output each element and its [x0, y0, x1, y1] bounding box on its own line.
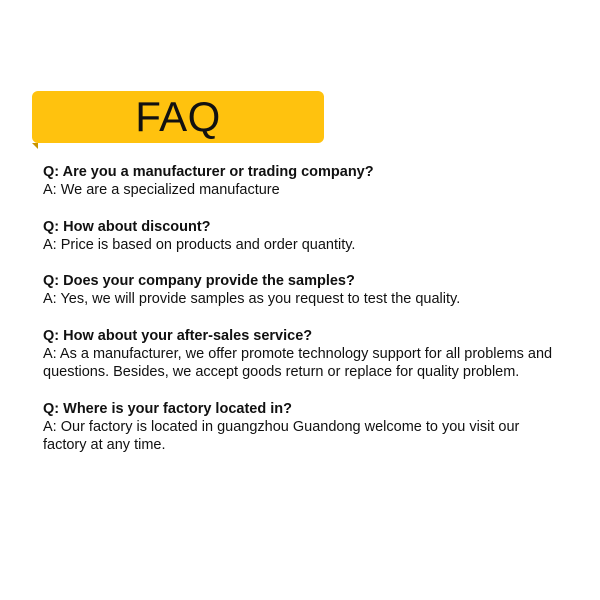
- faq-question: Q: How about your after-sales service?: [43, 327, 313, 344]
- faq-banner: [32, 91, 324, 143]
- faq-answer: A: Our factory is located in guangzhou Guandong welcome to you visit our factory at any time.: [43, 418, 520, 453]
- faq-question: Q: Are you a manufacturer or trading company?: [43, 164, 374, 180]
- faq-item: [43, 327, 563, 382]
- faq-list: [43, 163, 563, 473]
- faq-item: [43, 218, 563, 255]
- faq-question: Q: Does your company provide the samples?: [43, 273, 355, 289]
- faq-question: Q: How about discount?: [43, 218, 211, 235]
- faq-answer: A: As a manufacturer, we offer promote technology support for all problems and questions. Besides, we accept goods return or replace for quality problem.: [43, 345, 553, 380]
- faq-answer: A: We are a specialized manufacture: [43, 182, 280, 198]
- faq-answer: A: Price is based on products and order quantity.: [43, 236, 356, 253]
- faq-question: Q: Where is your factory located in?: [43, 400, 292, 417]
- faq-answer: A: Yes, we will provide samples as you request to test the quality.: [43, 291, 461, 307]
- banner-fold-decoration: [32, 143, 38, 149]
- faq-item: [43, 272, 563, 309]
- faq-item: [43, 400, 563, 455]
- faq-title: FAQ: [135, 93, 221, 140]
- faq-item: [43, 163, 563, 200]
